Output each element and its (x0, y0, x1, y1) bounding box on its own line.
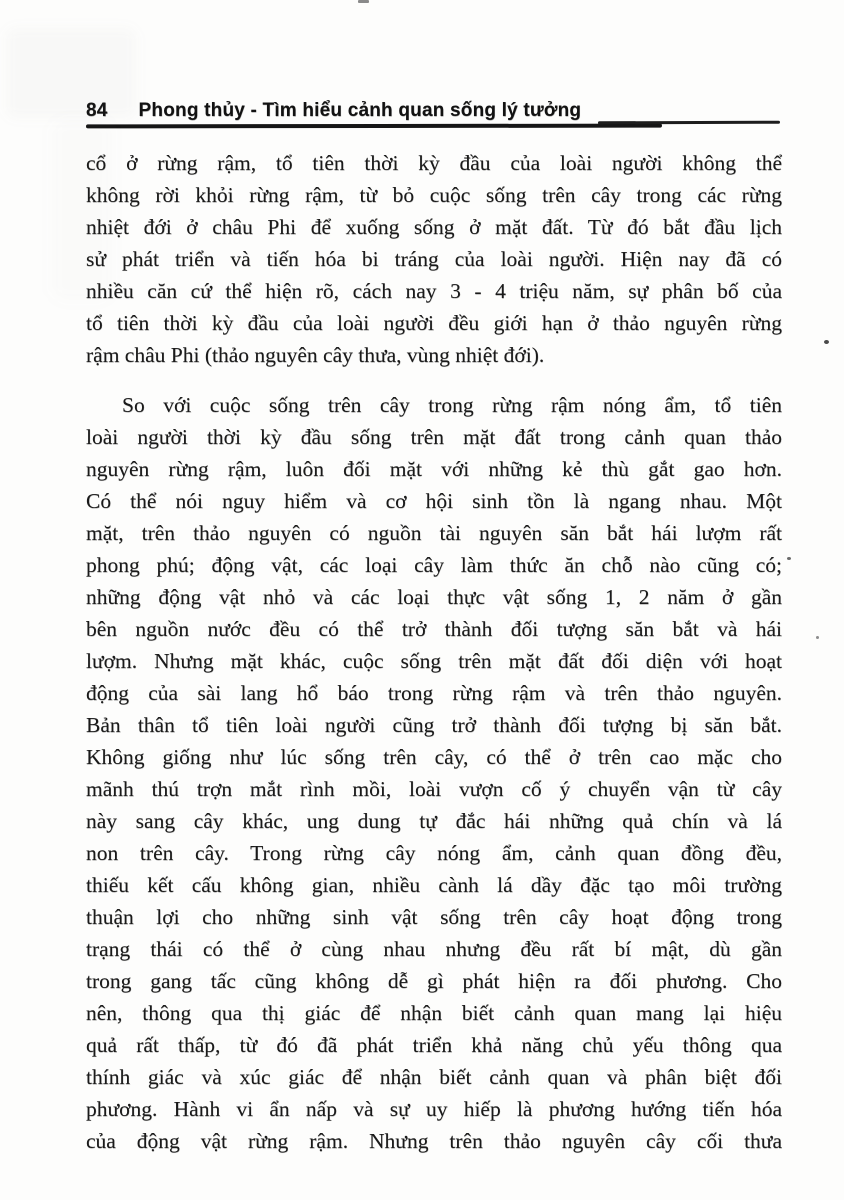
text-line: trong gang tấc cũng không dễ gì phát hiện ra đối phương. Cho (86, 969, 782, 993)
header-rule-right-segment (598, 121, 780, 125)
text-line: nên, thông qua thị giác để nhận biết cảnh quan mang lại hiệu (86, 1001, 782, 1025)
text-line: trạng thái có thể ở cùng nhau nhưng đều rất bí mật, dù gần (86, 937, 782, 961)
text-line: thính giác và xúc giác để nhận biết cảnh quan và phân biệt đối (86, 1065, 782, 1089)
text-line: bên nguồn nước đều có thể trở thành đối tượng săn bắt và hái (86, 617, 782, 641)
text-line: phong phú; động vật, các loại cây làm thức ăn chỗ nào cũng có; (86, 553, 782, 577)
paragraph-1 (86, 147, 782, 371)
text-line: mãnh thú trợn mắt rình mồi, loài vượn cố ý chuyển vận từ cây (86, 777, 782, 801)
text-line: sử phát triển và tiến hóa bi tráng của loài người. Hiện nay đã có (86, 247, 782, 271)
text-line: quả rất thấp, từ đó đã phát triển khả năng chủ yếu thông qua (86, 1033, 782, 1057)
text-line: cổ ở rừng rậm, tổ tiên thời kỳ đầu của loài người không thể (86, 151, 782, 175)
text-line: thuận lợi cho những sinh vật sống trên cây hoạt động trong (86, 905, 782, 929)
text-line: nhiều căn cứ thể hiện rõ, cách nay 3 - 4 triệu năm, sự phân bố của (86, 279, 782, 303)
header-rule (86, 124, 662, 129)
text-line: này sang cây khác, ung dung tự đắc hái những quả chín và lá (86, 809, 782, 833)
scan-artifact-dot (816, 636, 819, 639)
text-line: của động vật rừng rậm. Nhưng trên thảo nguyên cây cối thưa (86, 1129, 782, 1153)
text-line: nguyên rừng rậm, luôn đối mặt với những kẻ thù gắt gao hơn. (86, 457, 782, 481)
body-text (86, 147, 782, 1157)
text-line: động của sài lang hổ báo trong rừng rậm và trên thảo nguyên. (86, 681, 782, 705)
text-line: nhiệt đới ở châu Phi để xuống sống ở mặt đất. Từ đó bắt đầu lịch (86, 215, 782, 239)
text-line: loài người thời kỳ đầu sống trên mặt đất trong cảnh quan thảo (86, 425, 782, 449)
scan-artifact-dot (824, 340, 829, 344)
paragraph-2 (86, 389, 782, 1157)
text-line: những động vật nhỏ và các loại thực vật sống 1, 2 năm ở gần (86, 585, 782, 609)
running-header (86, 100, 782, 122)
text-line: lượm. Nhưng mặt khác, cuộc sống trên mặt đất đối diện với hoạt (86, 649, 782, 673)
text-line: non trên cây. Trong rừng cây nóng ẩm, cảnh quan đồng đều, (86, 841, 782, 865)
text-line: Bản thân tổ tiên loài người cũng trở thành đối tượng bị săn bắt. (86, 713, 782, 737)
header-title: Phong thủy - Tìm hiểu cảnh quan sống lý tưởng (138, 100, 582, 121)
text-line: phương. Hành vi ẩn nấp và sự uy hiếp là phương hướng tiến hóa (86, 1097, 782, 1121)
scan-artifact-top-tick (358, 0, 369, 3)
text-line: mặt, trên thảo nguyên có nguồn tài nguyên săn bắt hái lượm rất (86, 521, 782, 545)
text-line: Không giống như lúc sống trên cây, có thể ở trên cao mặc cho (86, 745, 782, 769)
text-line: Có thể nói nguy hiểm và cơ hội sinh tồn là ngang nhau. Một (86, 489, 782, 513)
text-line: thiếu kết cấu không gian, nhiều cành lá dầy đặc tạo môi trường (86, 873, 782, 897)
text-line: rậm châu Phi (thảo nguyên cây thưa, vùng nhiệt đới). (86, 343, 545, 367)
text-line: không rời khỏi rừng rậm, từ bỏ cuộc sống trên cây trong các rừng (86, 183, 782, 207)
page-number: 84 (86, 100, 108, 121)
scan-artifact-dot (787, 557, 791, 560)
text-line: tổ tiên thời kỳ đầu của loài người đều giới hạn ở thảo nguyên rừng (86, 311, 782, 335)
text-line: So với cuộc sống trên cây trong rừng rậm nóng ẩm, tổ tiên (122, 393, 782, 417)
